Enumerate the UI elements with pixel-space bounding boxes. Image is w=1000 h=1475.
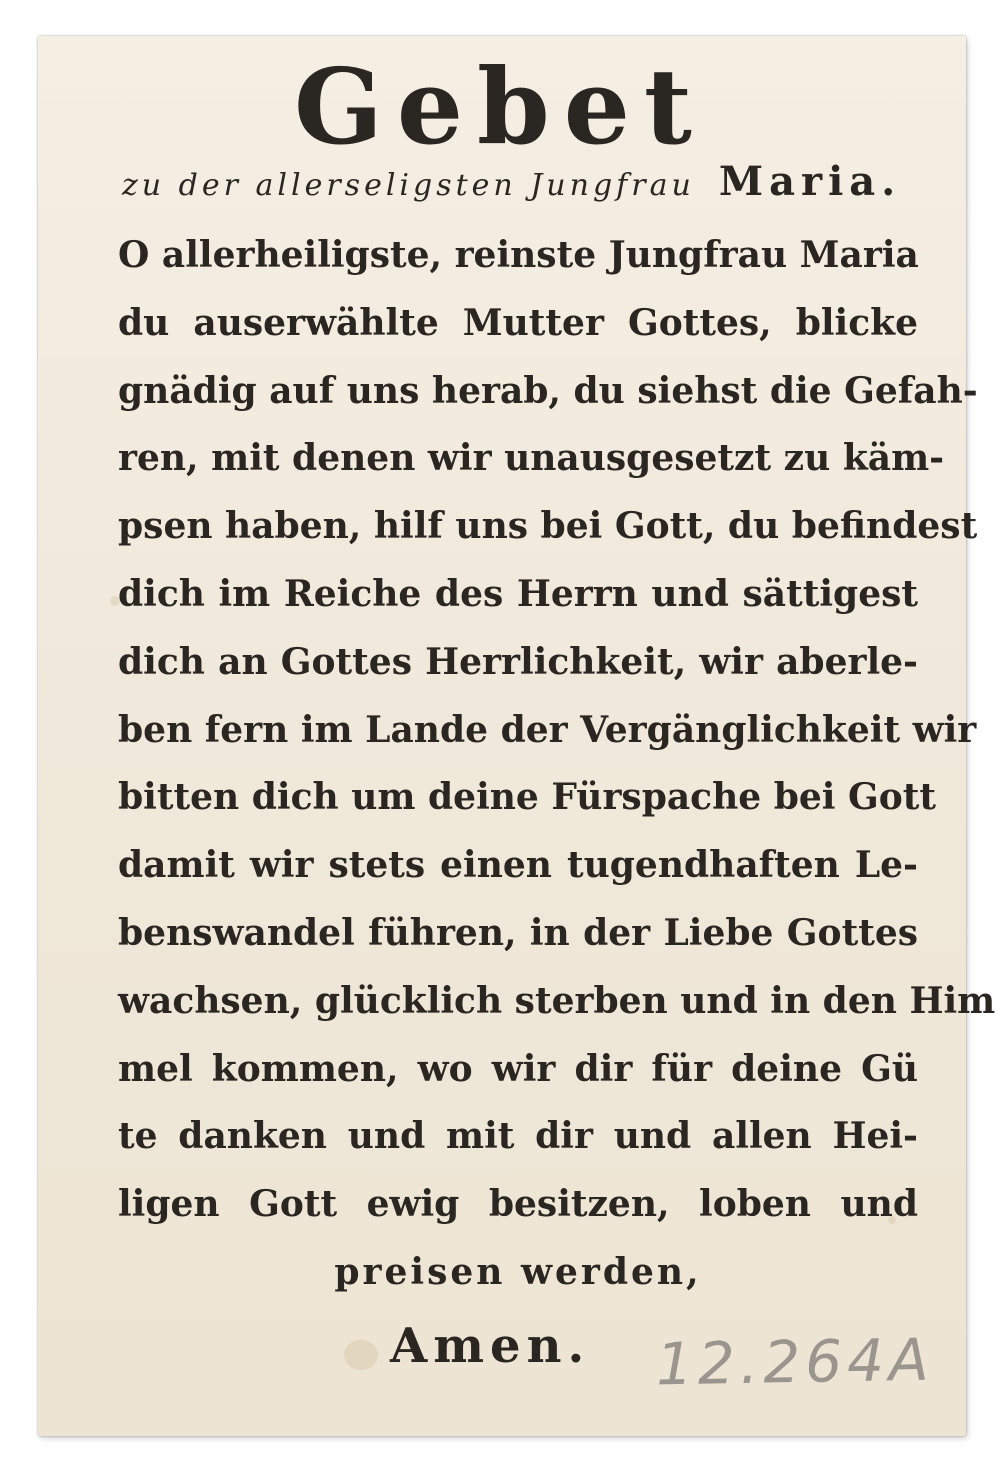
prayer-line: dich im Reiche des Herrn und sättigest <box>118 572 918 615</box>
prayer-text <box>118 222 996 1307</box>
prayer-line: bitten dich um deine Fürspache bei Gott <box>118 776 937 819</box>
prayer-line: gnädig auf uns herab, du siehst die Gefah- <box>118 369 978 412</box>
prayer-line: dich an Gottes Herrlichkeit, wir aberle- <box>118 640 918 683</box>
prayer-line: wachsen, glücklich sterben und in den Him <box>118 979 996 1022</box>
document-subtitle <box>122 158 932 205</box>
prayer-line: ligen Gott ewig besitzen, loben und <box>118 1183 918 1226</box>
prayer-line: psen haben, hilf uns bei Gott, du befindest <box>118 505 978 548</box>
subtitle-text: zu der allerseligsten Jungfrau <box>122 168 695 203</box>
prayer-line: du auserwählte Mutter Gottes, blicke <box>118 301 918 344</box>
prayer-line: ren, mit denen wir unausgesetzt zu käm- <box>118 437 945 480</box>
prayer-line-final: preisen werden, <box>334 1250 702 1293</box>
prayer-line: ben fern im Lande der Vergänglichkeit wir <box>118 708 977 751</box>
closing-amen: Amen. <box>390 1318 591 1374</box>
prayer-line: benswandel führen, in der Liebe Gottes <box>118 911 918 954</box>
prayer-line: O allerheiligste, reinste Jungfrau Maria <box>118 234 919 276</box>
subtitle-name: Maria. <box>718 158 902 205</box>
prayer-line: damit wir stets einen tugendhaften Le- <box>118 844 918 887</box>
archive-number: 12.264A <box>655 1325 935 1399</box>
stain <box>344 1340 378 1370</box>
prayer-line: mel kommen, wo wir dir für deine Gü <box>118 1047 918 1090</box>
document-title: Gebet <box>294 45 706 168</box>
prayer-line: te danken und mit dir und allen Hei- <box>118 1115 918 1158</box>
